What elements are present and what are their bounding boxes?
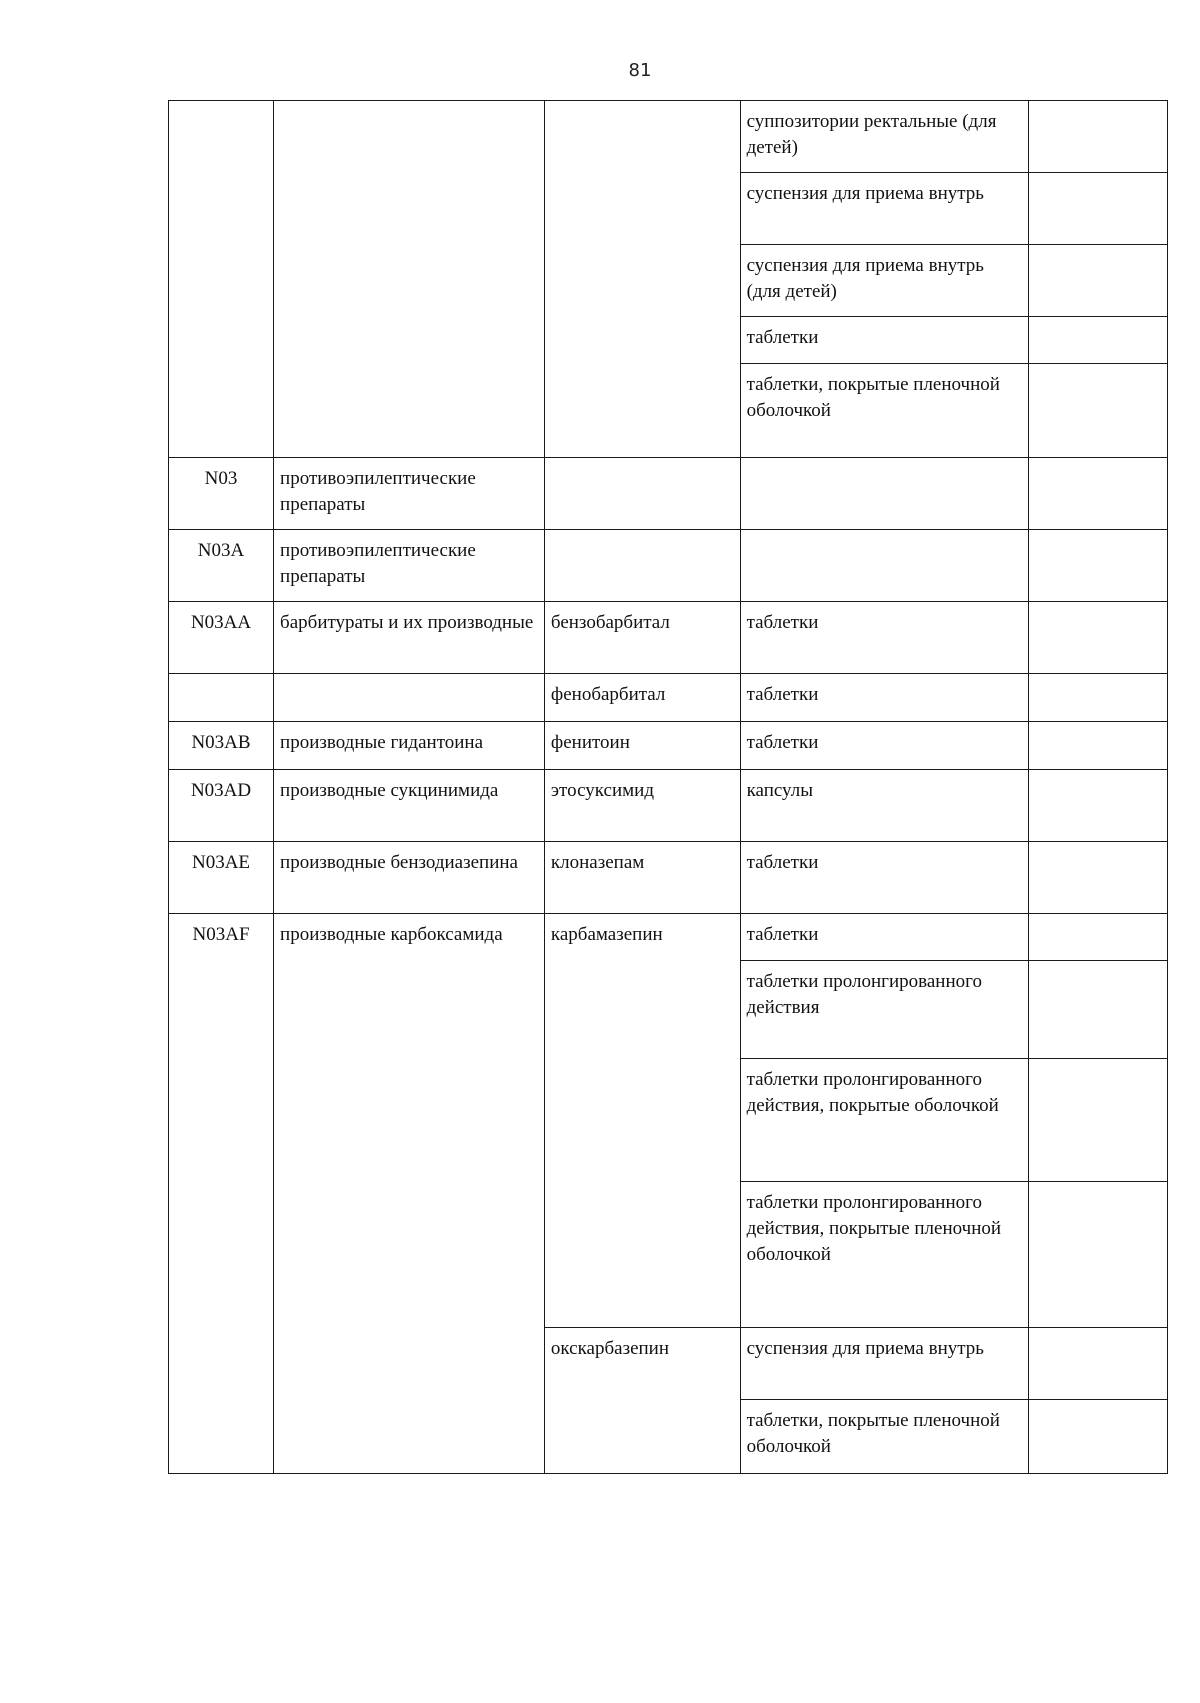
code-cell: N03AD — [169, 770, 274, 842]
form-cell — [740, 458, 1028, 530]
extra-cell — [1028, 101, 1167, 173]
form-cell — [740, 530, 1028, 602]
extra-cell — [1028, 770, 1167, 842]
extra-cell — [1028, 1182, 1167, 1328]
table-row — [169, 458, 1168, 530]
table-row — [169, 842, 1168, 914]
code-cell — [169, 674, 274, 722]
form-cell: таблетки — [740, 317, 1028, 364]
form-cell: таблетки — [740, 914, 1028, 961]
form-cell: таблетки пролонгированного действия — [740, 961, 1028, 1059]
extra-cell — [1028, 722, 1167, 770]
table-row — [169, 602, 1168, 674]
table-row — [169, 530, 1168, 602]
group-cell: противоэпилептические препараты — [274, 458, 545, 530]
code-cell: N03AE — [169, 842, 274, 914]
form-cell: таблетки, покрытые пленочной оболочкой — [740, 364, 1028, 458]
extra-cell — [1028, 364, 1167, 458]
drug-cell — [544, 458, 740, 530]
group-cell: производные карбоксамида — [274, 914, 545, 1474]
extra-cell — [1028, 1059, 1167, 1182]
table-row — [169, 770, 1168, 842]
extra-cell — [1028, 530, 1167, 602]
form-cell: таблетки — [740, 842, 1028, 914]
form-cell: таблетки — [740, 674, 1028, 722]
table-row — [169, 914, 1168, 961]
extra-cell — [1028, 961, 1167, 1059]
group-cell: производные сукцинимида — [274, 770, 545, 842]
drug-cell: окскарбазепин — [544, 1328, 740, 1474]
drug-cell: клоназепам — [544, 842, 740, 914]
form-cell: таблетки пролонгированного действия, покрытые пленочной оболочкой — [740, 1182, 1028, 1328]
extra-cell — [1028, 914, 1167, 961]
page-number: 81 — [628, 60, 652, 81]
extra-cell — [1028, 458, 1167, 530]
table-row — [169, 722, 1168, 770]
extra-cell — [1028, 602, 1167, 674]
group-cell — [274, 674, 545, 722]
code-cell: N03AF — [169, 914, 274, 1474]
group-cell: производные гидантоина — [274, 722, 545, 770]
drug-cell: фенитоин — [544, 722, 740, 770]
group-cell: производные бензодиазепина — [274, 842, 545, 914]
form-cell: капсулы — [740, 770, 1028, 842]
group-cell — [274, 101, 545, 458]
group-cell: барбитураты и их производные — [274, 602, 545, 674]
extra-cell — [1028, 674, 1167, 722]
extra-cell — [1028, 1400, 1167, 1474]
form-cell: таблетки — [740, 722, 1028, 770]
extra-cell — [1028, 245, 1167, 317]
extra-cell — [1028, 1328, 1167, 1400]
extra-cell — [1028, 317, 1167, 364]
drug-cell: фенобарбитал — [544, 674, 740, 722]
form-cell: таблетки, покрытые пленочной оболочкой — [740, 1400, 1028, 1474]
drug-cell: этосуксимид — [544, 770, 740, 842]
drug-cell — [544, 530, 740, 602]
code-cell: N03AA — [169, 602, 274, 674]
code-cell — [169, 101, 274, 458]
code-cell: N03 — [169, 458, 274, 530]
drug-cell — [544, 101, 740, 458]
group-cell: противоэпилептические препараты — [274, 530, 545, 602]
form-cell: суспензия для приема внутрь (для детей) — [740, 245, 1028, 317]
drug-cell: карбамазепин — [544, 914, 740, 1328]
form-cell: суспензия для приема внутрь — [740, 173, 1028, 245]
table-row — [169, 101, 1168, 173]
drug-table — [168, 100, 1168, 1474]
table-row — [169, 674, 1168, 722]
form-cell: суппозитории ректальные (для детей) — [740, 101, 1028, 173]
form-cell: суспензия для приема внутрь — [740, 1328, 1028, 1400]
form-cell: таблетки — [740, 602, 1028, 674]
extra-cell — [1028, 173, 1167, 245]
form-cell: таблетки пролонгированного действия, покрытые оболочкой — [740, 1059, 1028, 1182]
code-cell: N03A — [169, 530, 274, 602]
drug-cell: бензобарбитал — [544, 602, 740, 674]
code-cell: N03AB — [169, 722, 274, 770]
extra-cell — [1028, 842, 1167, 914]
